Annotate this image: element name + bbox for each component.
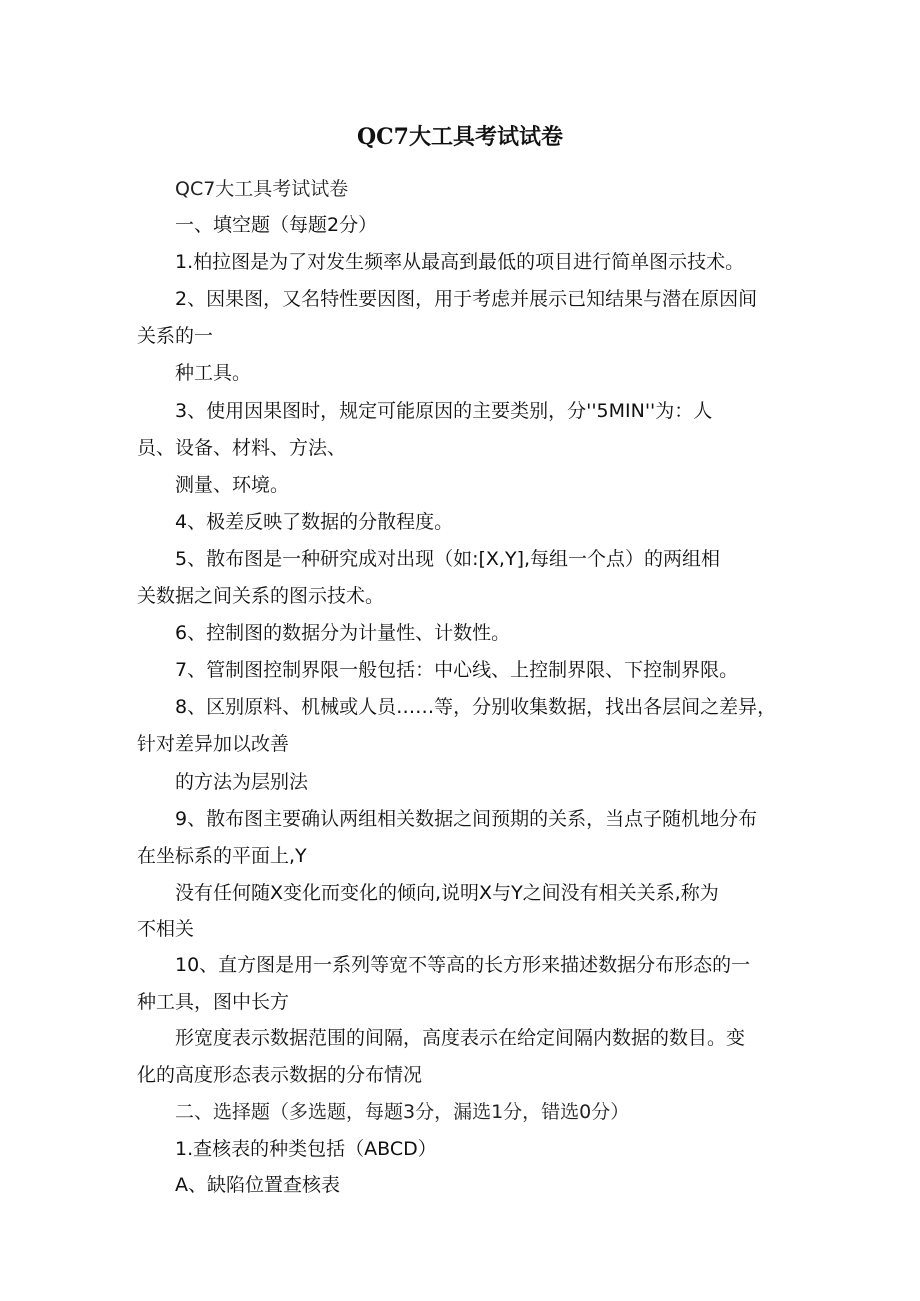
section-heading-fill-blank: 一、填空题（每题2分） [175, 214, 378, 236]
question-5-line-1: 5、散布图是一种研究成对出现（如:[X,Y],每组一个点）的两组相 [175, 548, 721, 570]
question-5-line-2: 关数据之间关系的图示技术。 [137, 585, 385, 607]
question-9-line-4: 不相关 [137, 918, 195, 940]
question-2-line-3: 种工具。 [175, 362, 252, 384]
question-3-line-3: 测量、环境。 [175, 474, 290, 496]
question-9-line-3: 没有任何随X变化而变化的倾向,说明X与Y之间没有相关关系,称为 [175, 882, 719, 904]
mc-option-a: A、缺陷位置查核表 [175, 1174, 340, 1196]
question-3-line-2: 员、设备、材料、方法、 [137, 437, 347, 459]
question-10-line-4: 化的高度形态表示数据的分布情况 [137, 1064, 423, 1086]
section-heading-multiple-choice: 二、选择题（多选题，每题3分，漏选1分，错选0分） [175, 1101, 630, 1123]
question-10-line-3: 形宽度表示数据范围的间隔，高度表示在给定间隔内数据的数目。变 [175, 1027, 746, 1049]
question-9-line-1: 9、散布图主要确认两组相关数据之间预期的关系，当点子随机地分布 [175, 808, 758, 830]
question-7-line: 7、管制图控制界限一般包括：中心线、上控制界限、下控制界限。 [175, 659, 739, 681]
question-2-line-2: 关系的一 [137, 325, 214, 347]
question-6-line: 6、控制图的数据分为计量性、计数性。 [175, 622, 511, 644]
question-2-line-1: 2、因果图，又名特性要因图，用于考虑并展示已知结果与潜在原因间 [175, 288, 758, 310]
question-8-line-2: 针对差异加以改善 [137, 733, 290, 755]
mc-question-1-line: 1.查核表的种类包括（ABCD） [175, 1138, 437, 1160]
question-4-line: 4、极差反映了数据的分散程度。 [175, 511, 454, 533]
subtitle-line: QC7大工具考试试卷 [175, 178, 349, 200]
question-8-line-1: 8、区别原料、机械或人员……等，分别收集数据，找出各层间之差异， [175, 696, 777, 718]
question-3-line-1: 3、使用因果图时，规定可能原因的主要类别，分''5MIN''为：人 [175, 400, 713, 422]
question-1-line: 1.柏拉图是为了对发生频率从最高到最低的项目进行简单图示技术。 [175, 251, 745, 273]
document-title: QC7大工具考试试卷 [357, 124, 563, 150]
question-10-line-2: 种工具，图中长方 [137, 991, 290, 1013]
question-10-line-1: 10、直方图是用一系列等宽不等高的长方形来描述数据分布形态的一 [175, 954, 751, 976]
question-9-line-2: 在坐标系的平面上,Y [137, 845, 307, 867]
question-8-line-3: 的方法为层别法 [175, 771, 309, 793]
